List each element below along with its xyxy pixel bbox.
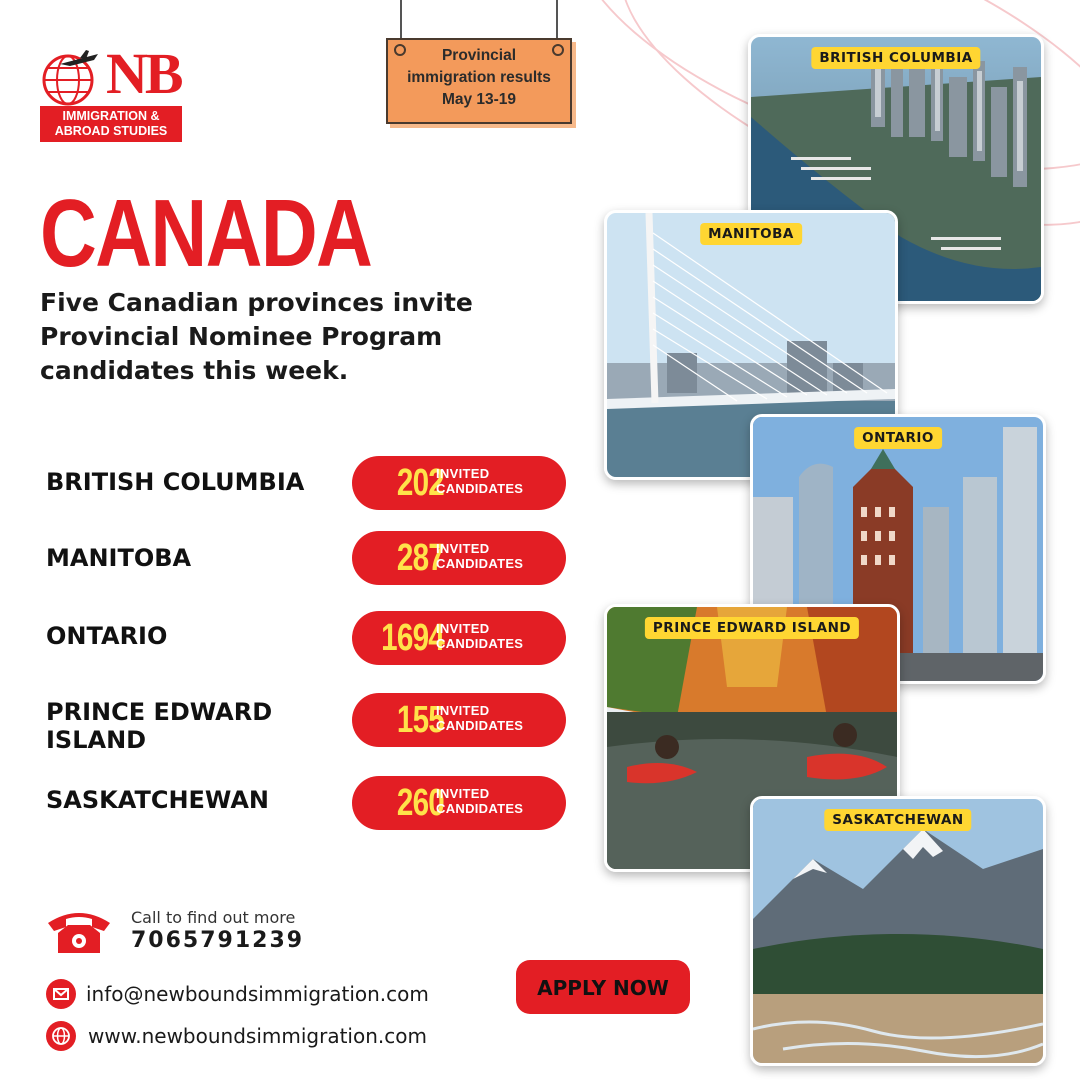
photo-label-manitoba: MANITOBA xyxy=(700,223,802,245)
page-title: CANADA xyxy=(40,180,372,287)
sign-text xyxy=(388,45,570,111)
sign-line3: May 13-19 xyxy=(441,91,517,108)
count-badge-prince-edward-island xyxy=(352,693,566,747)
caption-line1: INVITED xyxy=(436,621,490,636)
email-link[interactable]: info@newboundsimmigration.com xyxy=(86,982,429,1006)
photo-label-saskatchewan: SASKATCHEWAN xyxy=(824,809,971,831)
mountain-landscape-image xyxy=(753,799,1043,1063)
caption-line1: INVITED xyxy=(436,541,490,556)
apply-now-button[interactable]: APPLY NOW xyxy=(516,960,690,1014)
province-label-prince-edward-island: PRINCE EDWARD ISLAND xyxy=(46,698,273,754)
website-link[interactable]: www.newboundsimmigration.com xyxy=(88,1024,427,1048)
sign-line1: Provincial xyxy=(441,47,517,64)
photo-saskatchewan xyxy=(750,796,1046,1066)
invited-count: 1694 xyxy=(381,617,444,659)
caption-line2: CANDIDATES xyxy=(436,801,524,816)
caption-line2: CANDIDATES xyxy=(436,718,524,733)
province-label-british-columbia: BRITISH COLUMBIA xyxy=(46,468,305,496)
caption-line2: CANDIDATES xyxy=(436,481,524,496)
phone-icon xyxy=(44,905,114,955)
caption-line1: INVITED xyxy=(436,786,490,801)
invited-count: 260 xyxy=(396,782,444,824)
invited-caption xyxy=(436,703,523,733)
brand-logo xyxy=(40,41,185,144)
page-subtitle: Five Canadian provinces invite Provincial Nominee Program candidates this week. xyxy=(40,288,473,385)
call-label: Call to find out more xyxy=(131,908,296,927)
photo-label-ontario: ONTARIO xyxy=(854,427,942,449)
logo-letters: NB xyxy=(106,41,181,106)
caption-line2: CANDIDATES xyxy=(436,556,524,571)
count-badge-manitoba xyxy=(352,531,566,585)
invited-caption xyxy=(436,466,523,496)
caption-line1: INVITED xyxy=(436,703,490,718)
province-label-saskatchewan: SASKATCHEWAN xyxy=(46,786,269,814)
sign-line2: immigration results xyxy=(407,69,551,86)
globe-icon xyxy=(46,1021,76,1051)
logo-tagline xyxy=(40,106,182,142)
date-sign xyxy=(386,38,572,124)
photo-label-prince-edward-island: PRINCE EDWARD ISLAND xyxy=(645,617,859,639)
count-badge-saskatchewan xyxy=(352,776,566,830)
logo-tagline-line1: IMMIGRATION & xyxy=(62,109,160,123)
invited-count: 202 xyxy=(396,462,444,504)
count-badge-ontario xyxy=(352,611,566,665)
invited-caption xyxy=(436,786,523,816)
logo-tagline-line2: ABROAD STUDIES xyxy=(54,124,168,138)
count-badge-british-columbia xyxy=(352,456,566,510)
province-label-manitoba: MANITOBA xyxy=(46,544,192,572)
phone-number[interactable]: 7065791239 xyxy=(131,928,305,953)
invited-count: 155 xyxy=(396,699,444,741)
province-label-ontario: ONTARIO xyxy=(46,622,168,650)
invited-caption xyxy=(436,621,523,651)
photo-label-british-columbia: BRITISH COLUMBIA xyxy=(811,47,980,69)
invited-caption xyxy=(436,541,523,571)
globe-plane-icon xyxy=(40,48,100,108)
caption-line2: CANDIDATES xyxy=(436,636,524,651)
caption-line1: INVITED xyxy=(436,466,490,481)
invited-count: 287 xyxy=(396,537,444,579)
mail-icon xyxy=(46,979,76,1009)
